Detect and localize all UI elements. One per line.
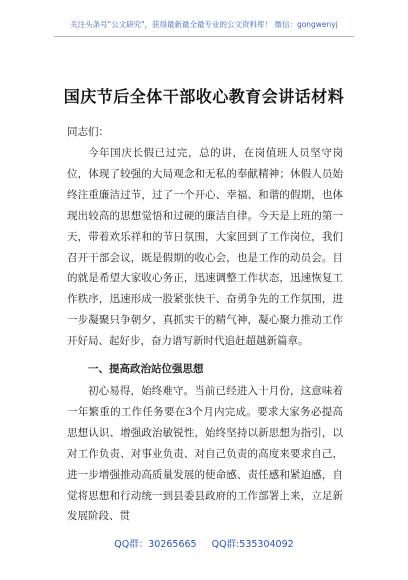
document-title: 国庆节后全体干部收心教育会讲话材料 bbox=[63, 87, 345, 106]
header-divider bbox=[54, 36, 354, 37]
section-heading-1: 一、提高政治站位强思想 bbox=[88, 363, 204, 375]
header-promo-note: 关注头条号"公文研究"，获得最新最全最专业的公文资料库！ 微信：gongwenyj bbox=[70, 20, 338, 29]
salutation: 同志们： bbox=[67, 126, 109, 138]
footer-contact bbox=[0, 536, 408, 550]
paragraph-intro: 今年国庆长假已过完，总的讲，在岗值班人员坚守岗位，体现了较强的大局观念和无私的奉献精神；休假人员始终注重廉洁过节，过了一个开心、幸福、和谐的假期，也体现出较高的思想觉悟和过硬的廉洁自律。今天是上班的第一天，带着欢乐祥和的节日氛围，大家回到了工作岗位，我们召开干部会议，既是假期的收心会，也是工作的动员会。目的就是希望大家收心务正，迅速调整工作状态，迅速恢复工作秩序，迅速形成一股紧张快干、奋勇争先的工作氛围，进一步凝聚只争朝夕、真抓实干的精气神，凝心聚力推动工作开好局、起好步，奋力谱写新时代追赶超越新篇章。 bbox=[67, 147, 343, 348]
paragraph-section-1: 初心易得，始终难守。当前已经进入十月份，这意味着一年繁重的工作任务要在3个月内完成。要求大家务必提高思想认识、增强政治敏锐性，始终坚持以新思想为指引，以对工作负责、对事业负责、对自己负责的高度来要求自己，进一步增强推动高质量发展的使命感、责任感和紧迫感，自觉将思想和行动统一到县委县政府的工作部署上来，立足新发展阶段、贯 bbox=[67, 385, 343, 523]
footer-qq-group-1: QQ群：30265665 bbox=[114, 539, 197, 550]
footer-qq-group-2: QQ群:535304092 bbox=[211, 539, 294, 550]
